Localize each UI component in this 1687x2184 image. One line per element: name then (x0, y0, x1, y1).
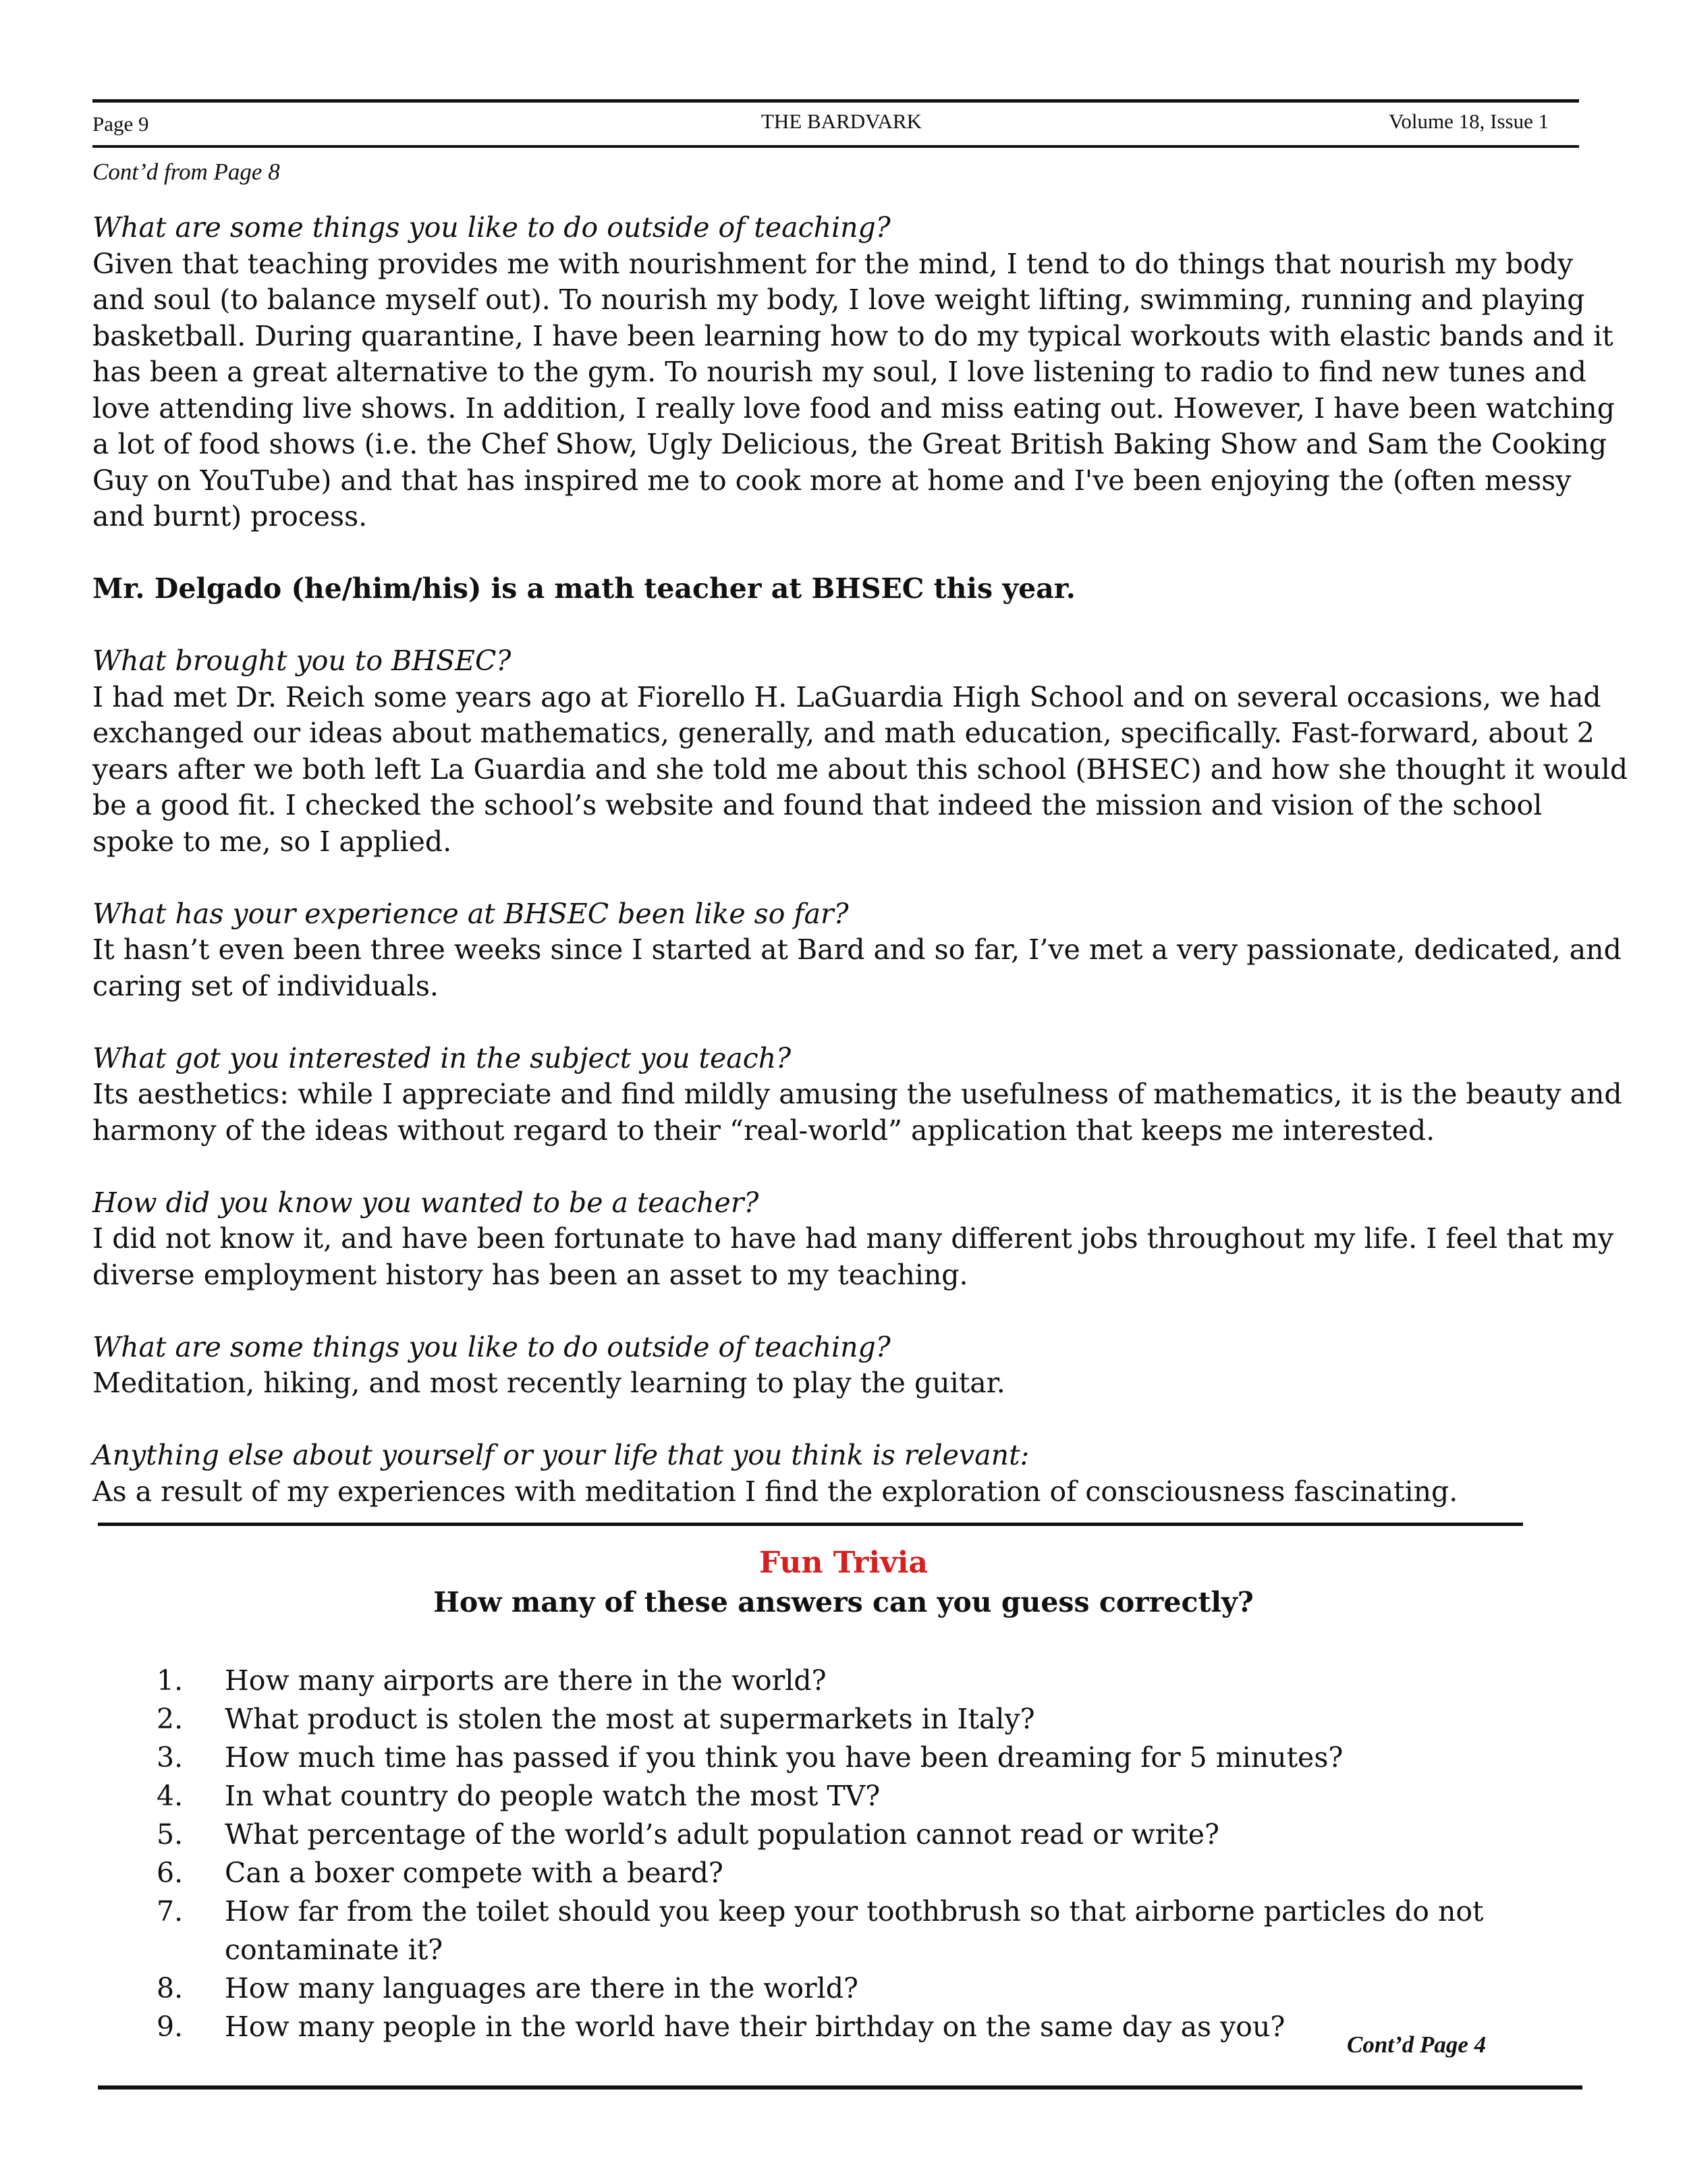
item-number: 8. (157, 1972, 184, 2004)
question: Anything else about yourself or your life that you think is relevant: (92, 1439, 1030, 1471)
list-item (0, 1854, 1687, 1892)
trivia-title: Fun Trivia (759, 1546, 928, 1580)
list-item (0, 1739, 1687, 1777)
article-body (92, 210, 1631, 1510)
answer: As a result of my experiences with meditation I find the exploration of consciousness fascinating. (92, 1475, 1458, 1508)
contd-page-link[interactable]: Cont’d Page 4 (1347, 2031, 1487, 2058)
item-number: 7. (157, 1895, 184, 1928)
list-item (0, 1892, 1687, 1969)
list-item (0, 1816, 1687, 1854)
contd-from-label: Cont’d from Page 8 (92, 159, 280, 185)
item-number: 9. (157, 2011, 184, 2043)
answer: I did not know it, and have been fortunate to have had many different jobs throughout my life. I feel that my diverse employment history has been an asset to my teaching. (92, 1222, 1614, 1291)
item-number: 5. (157, 1818, 184, 1851)
item-number: 4. (157, 1780, 184, 1812)
item-number: 3. (157, 1741, 184, 1774)
item-number: 2. (157, 1703, 184, 1735)
item-text: In what country do people watch the most TV? (225, 1780, 881, 1812)
question: What got you interested in the subject you teach? (92, 1041, 792, 1074)
item-number: 6. (157, 1857, 184, 1889)
question: What has your experience at BHSEC been like so far? (92, 897, 849, 930)
question: How did you know you wanted to be a teacher? (92, 1186, 759, 1219)
teacher-intro: Mr. Delgado (he/him/his) is a math teacher at BHSEC this year. (92, 572, 1076, 605)
volume-issue: Volume 18, Issue 1 (1389, 109, 1549, 133)
answer: Meditation, hiking, and most recently learning to play the guitar. (92, 1367, 1005, 1399)
item-text: How many languages are there in the world? (225, 1972, 858, 2004)
answer: Given that teaching provides me with nourishment for the mind, I tend to do things that nourish my body and soul (to balance myself out). To nourish my body, I love weight lifting, swimming, running and playing basketball. During quarantine, I have been learning how to do my typical workouts with elastic bands and it has been a great alternative to the gym. To nourish my soul, I love listening to radio to find new tunes and love attending live shows. In addition, I really love food and miss eating out. However, I have been watching a lot of food shows (i.e. the Chef Show, Ugly Delicious, the Great British Baking Show and Sam the Cooking Guy on YouTube) and that has inspired me to cook more at home and I've been enjoying the (often messy and burnt) process. (92, 247, 1615, 533)
header-top-rule (92, 99, 1579, 103)
item-text: How many airports are there in the world? (225, 1664, 827, 1697)
item-text: How far from the toilet should you keep your toothbrush so that airborne particles do not contaminate it? (225, 1895, 1484, 1966)
answer: Its aesthetics: while I appreciate and find mildly amusing the usefulness of mathematics, it is the beauty and harmony of the ideas without regard to their “real-world” application that keeps me interested. (92, 1078, 1622, 1147)
list-item (0, 1969, 1687, 2008)
item-text: What percentage of the world’s adult population cannot read or write? (225, 1818, 1220, 1851)
question: What are some things you like to do outside of teaching? (92, 1330, 891, 1363)
page-number: Page 9 (92, 112, 149, 136)
header-bottom-rule (92, 145, 1579, 148)
trivia-subtitle: How many of these answers can you guess correctly? (433, 1586, 1254, 1618)
list-item (0, 1662, 1687, 1700)
item-text: How many people in the world have their birthday on the same day as you? (225, 2011, 1285, 2043)
item-text: Can a boxer compete with a beard? (225, 1857, 723, 1889)
list-item (0, 1700, 1687, 1739)
question: What are some things you like to do outside of teaching? (92, 211, 891, 244)
answer: It hasn’t even been three weeks since I started at Bard and so far, I’ve met a very passionate, dedicated, and caring set of individuals. (92, 933, 1622, 1002)
list-item (0, 1777, 1687, 1816)
newsletter-title: THE BARDVARK (761, 109, 922, 133)
section-divider (98, 1523, 1523, 1526)
footer-rule (98, 2085, 1582, 2090)
item-text: How much time has passed if you think you have been dreaming for 5 minutes? (225, 1741, 1344, 1774)
item-text: What product is stolen the most at supermarkets in Italy? (225, 1703, 1035, 1735)
item-number: 1. (157, 1664, 184, 1697)
answer: I had met Dr. Reich some years ago at Fiorello H. LaGuardia High School and on several occasions, we had exchanged our ideas about mathematics, generally, and math education, specifically. Fast-forward, about 2 years after we both left La Guardia and she told me about this school (BHSEC) and how she thought it would be a good fit. I checked the school’s website and found that indeed the mission and vision of the school spoke to me, so I applied. (92, 680, 1628, 858)
trivia-list (0, 1662, 1687, 2046)
question: What brought you to BHSEC? (92, 645, 511, 677)
